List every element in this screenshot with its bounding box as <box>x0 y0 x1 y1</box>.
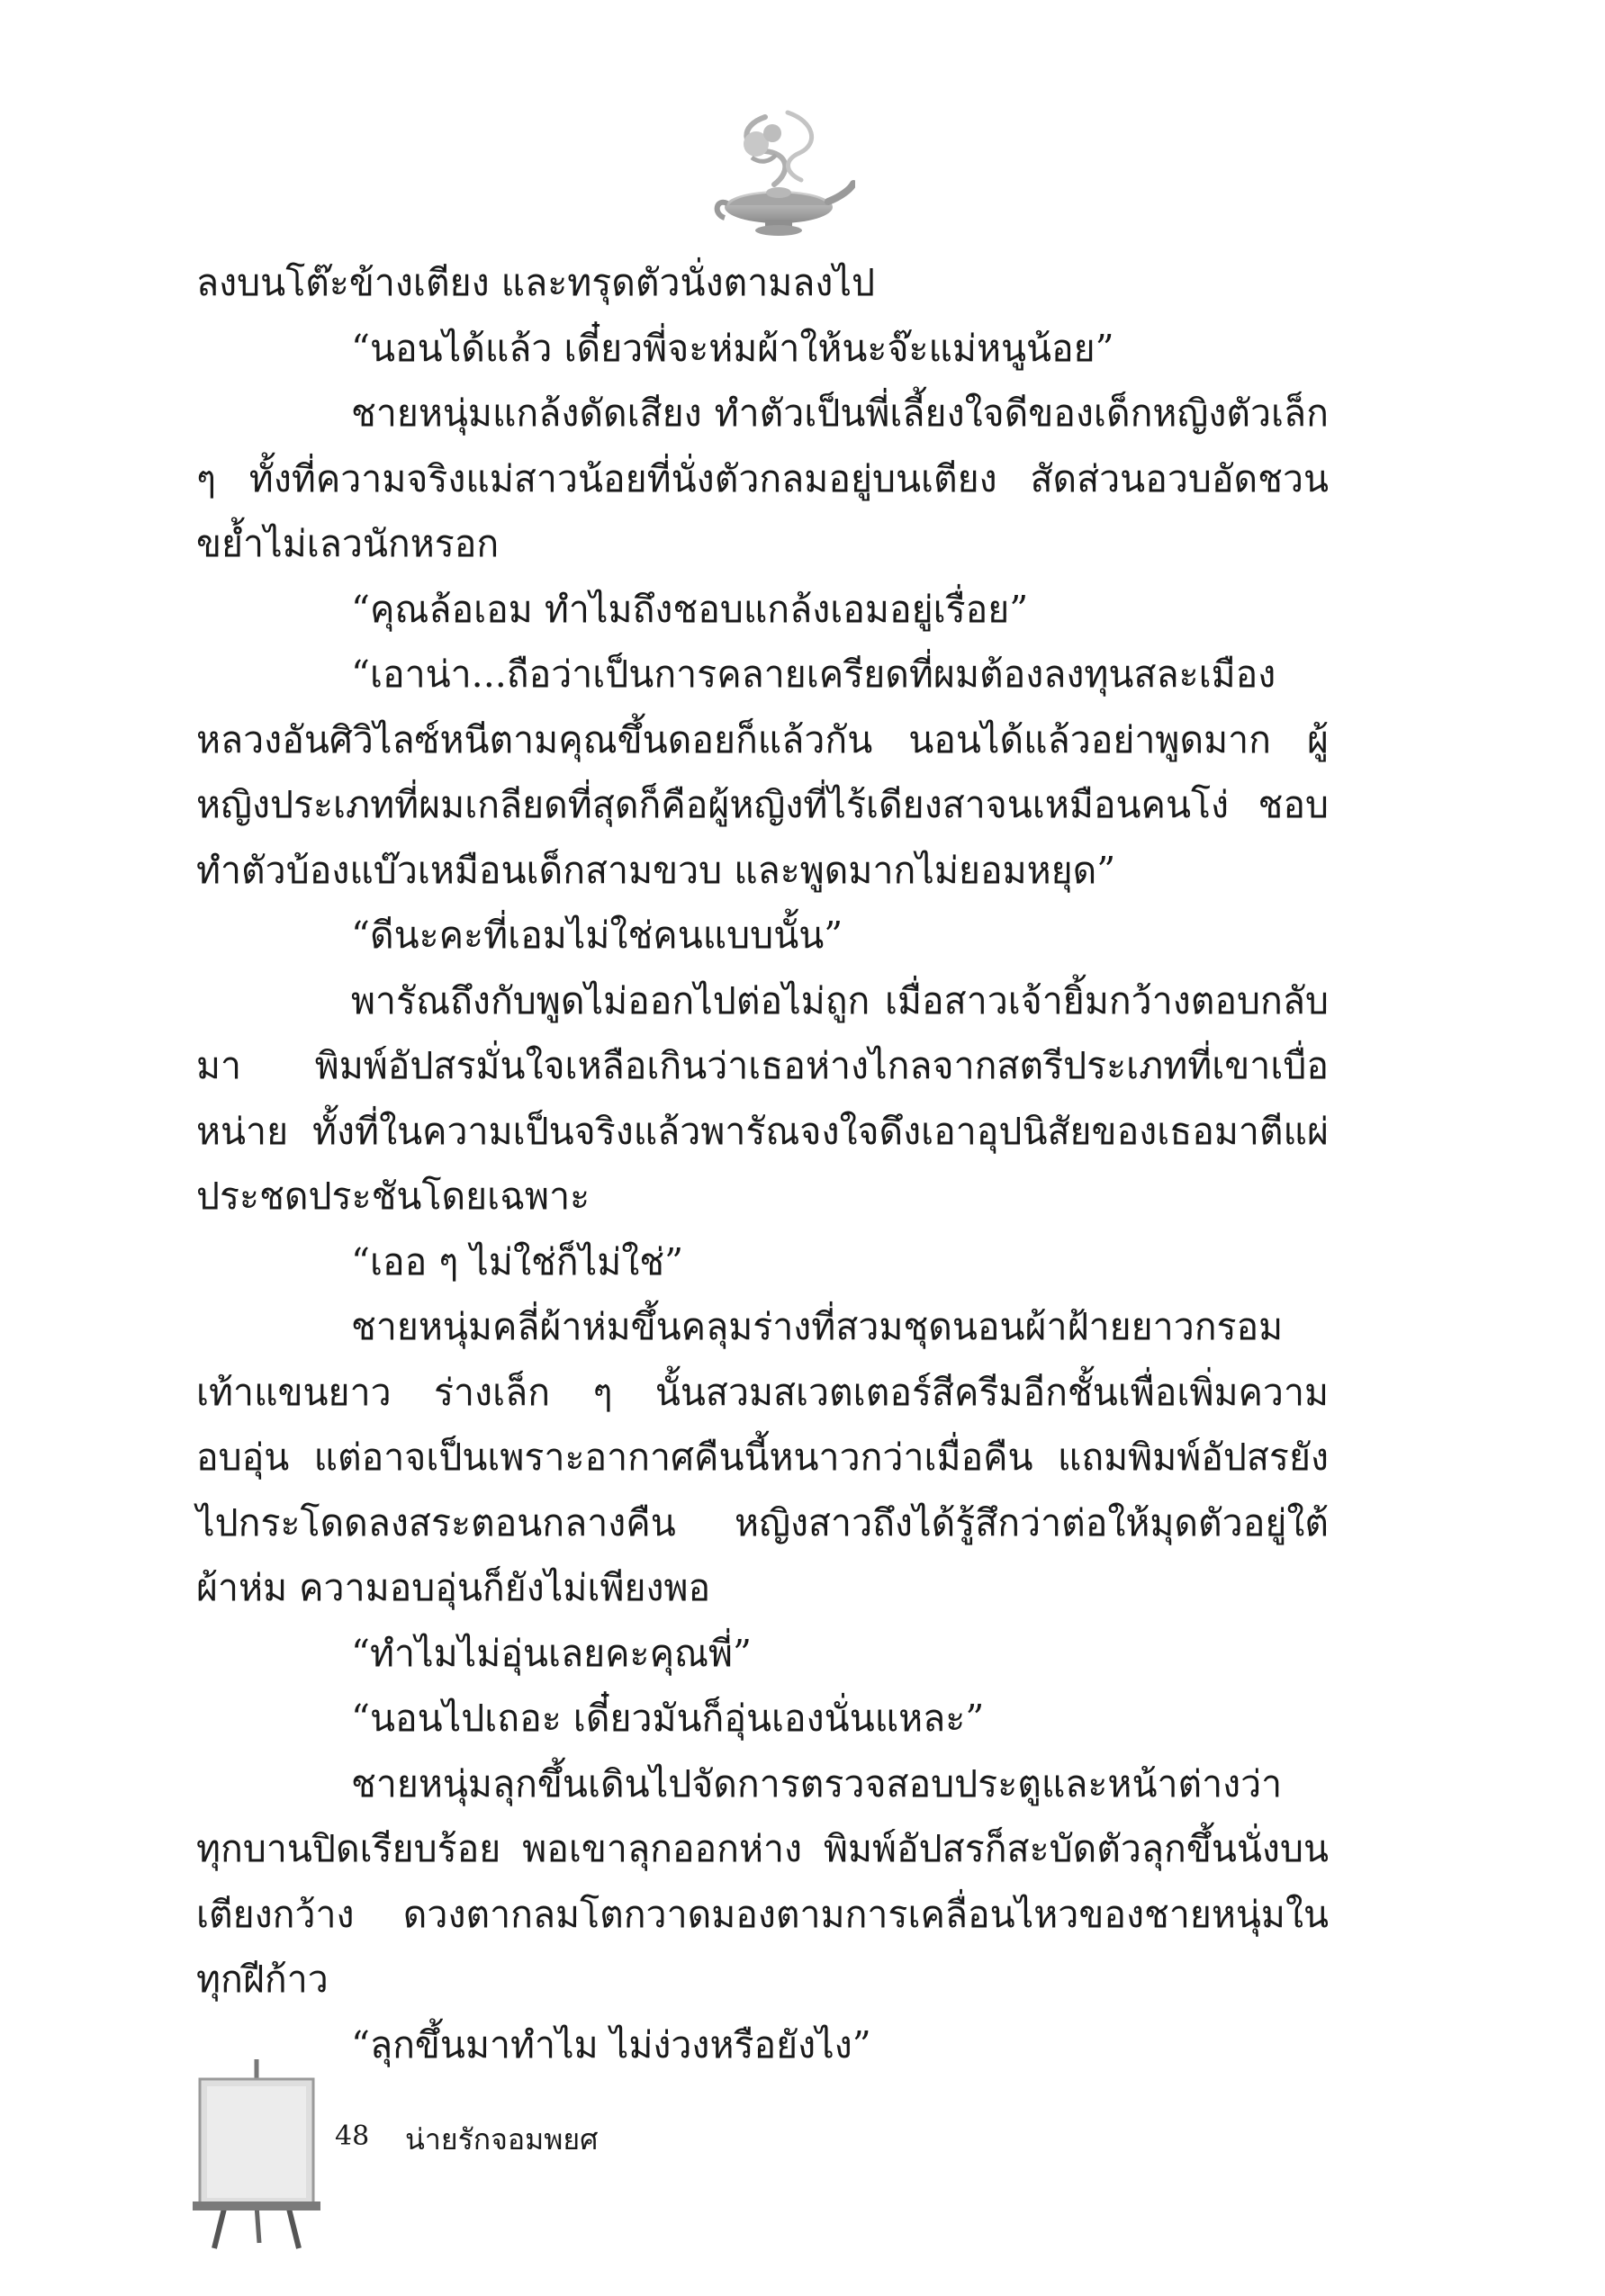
dialogue-line: “นอนได้แล้ว เดี๋ยวพี่จะห่มผ้าให้นะจ๊ะแม่หนูน้อย” <box>351 326 1114 370</box>
book-title: น่ายรักจอมพยศ <box>405 2122 599 2156</box>
dialogue-line: “นอนไปเถอะ เดี๋ยวมันก็อุ่นเองนั่นแหละ” <box>351 1697 985 1740</box>
dialogue-line: “เออ ๆ ไม่ใช่ก็ไม่ใช่” <box>351 1239 684 1283</box>
paragraph: ชายหนุ่มคลี่ผ้าห่มขึ้นคลุมร่างที่สวมชุดนอนผ้าฝ้ายยาวกรอมเท้าแขนยาว ร่างเล็ก ๆ นั้นสวมสเวตเตอร์สีครีมอีกชั้นเพื่อเพิ่มความอบอุ่น แต่อาจเป็นเพราะอากาศคืนนี้หนาวกว่าเมื่อคืน แถมพิมพ์อัปสรยังไปกระโดดลงสระตอนกลางคืน หญิงสาวถึงได้รู้สึกว่าต่อให้มุดตัวอยู่ใต้ผ้าห่ม ความอบอุ่นก็ยังไม่เพียงพอ <box>196 1305 1329 1609</box>
dialogue-line: “คุณล้อเอม ทำไมถึงชอบแกล้งเอมอยู่เรื่อย” <box>351 587 1029 631</box>
paragraph: ลงบนโต๊ะข้างเตียง และทรุดตัวนั่งตามลงไป <box>196 261 876 304</box>
page-footer <box>189 2052 729 2268</box>
easel-icon <box>189 2052 324 2250</box>
genie-lamp-icon <box>702 108 855 243</box>
page-number: 48 <box>335 2120 370 2152</box>
paragraph: ชายหนุ่มแกล้งดัดเสียง ทำตัวเป็นพี่เลี้ยงใจดีของเด็กหญิงตัวเล็ก ๆ ทั้งที่ความจริงแม่สาวน้อยที่นั่งตัวกลมอยู่บนเตียง สัดส่วนอวบอัดชวนขย้ำไม่เลวนักหรอก <box>196 392 1329 565</box>
paragraph: ชายหนุ่มลุกขึ้นเดินไปจัดการตรวจสอบประตูและหน้าต่างว่าทุกบานปิดเรียบร้อย พอเขาลุกออกห่าง พิมพ์อัปสรก็สะบัดตัวลุกขึ้นนั่งบนเตียงกว้าง ดวงตากลมโตกวาดมองตามการเคลื่อนไหวของชายหนุ่มในทุกฝีก้าว <box>196 1761 1329 2001</box>
dialogue-line: “เอาน่า...ถือว่าเป็นการคลายเครียดที่ผมต้องลงทุนสละเมืองหลวงอันศิวิไลซ์หนีตามคุณขึ้นดอยก็แล้วกัน นอนได้แล้วอย่าพูดมาก ผู้หญิงประเภทที่ผมเกลียดที่สุดก็คือผู้หญิงที่ไร้เดียงสาจนเหมือนคนโง่ ชอบทำตัวบ้องแบ๊วเหมือนเด็กสามขวบ และพูดมากไม่ยอมหยุด” <box>196 653 1329 892</box>
dialogue-line: “ลุกขึ้นมาทำไม ไม่ง่วงหรือยังไง” <box>351 2022 871 2066</box>
dialogue-line: “ทำไมไม่อุ่นเลยคะคุณพี่” <box>351 1631 753 1675</box>
body-text <box>196 250 1329 2077</box>
dialogue-line: “ดีนะคะที่เอมไม่ใช่คนแบบนั้น” <box>351 914 843 957</box>
paragraph: พารัณถึงกับพูดไม่ออกไปต่อไม่ถูก เมื่อสาวเจ้ายิ้มกว้างตอบกลับมา พิมพ์อัปสรมั่นใจเหลือเกินว่าเธอห่างไกลจากสตรีประเภทที่เขาเบื่อหน่าย ทั้งที่ในความเป็นจริงแล้วพารัณจงใจดึงเอาอุปนิสัยของเธอมาตีแผ่ประชดประชันโดยเฉพาะ <box>196 978 1329 1218</box>
